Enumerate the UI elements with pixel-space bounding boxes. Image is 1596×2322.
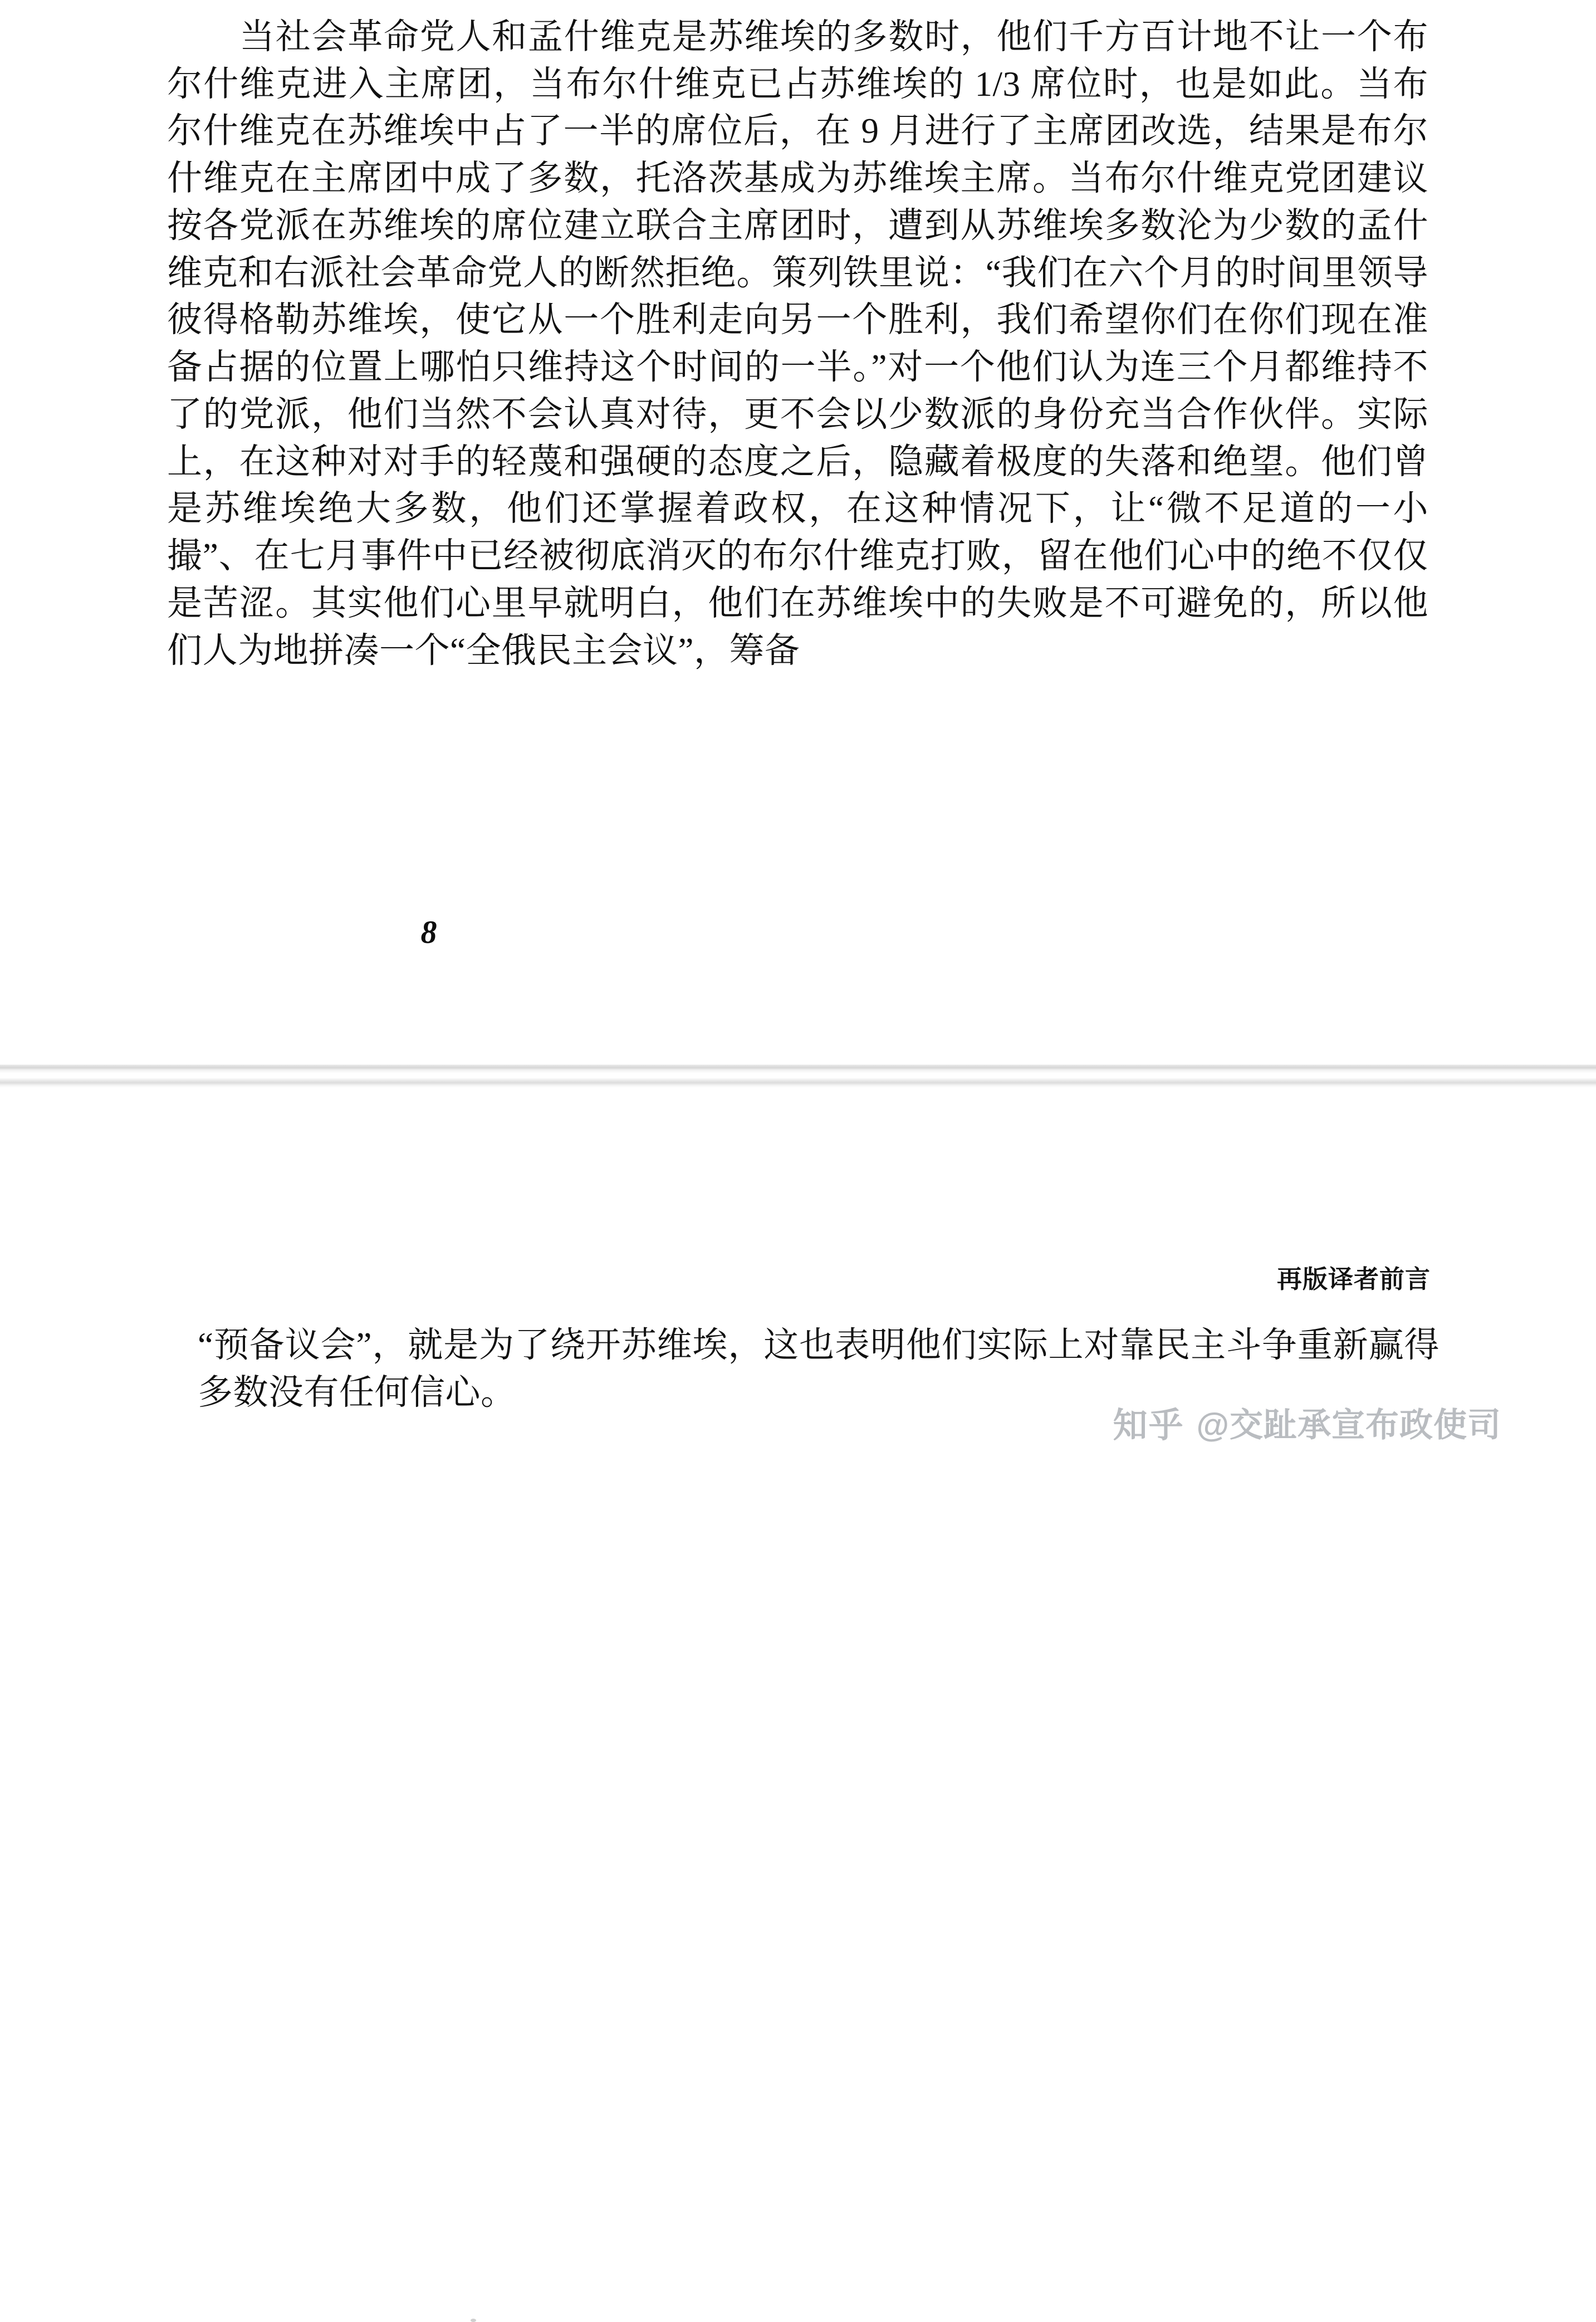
scanned-page-upper bbox=[0, 0, 1596, 1078]
running-head: 再版译者前言 bbox=[1276, 1265, 1431, 1293]
page-body-text bbox=[167, 13, 1428, 674]
watermark bbox=[1113, 1397, 1501, 1447]
page-number: 8 bbox=[420, 914, 437, 950]
watermark-handle: @交趾承宣布政使司 bbox=[1196, 1406, 1501, 1444]
zhihu-logo-text: 知乎 bbox=[1113, 1406, 1184, 1445]
scan-artifact-speck bbox=[471, 2319, 476, 2322]
paragraph-start: “预备议会”，就是为了绕开苏维埃，这也表明他们实际上对靠民主斗争重新赢得多数没有任何信心。 bbox=[198, 1326, 1440, 1412]
page-separator bbox=[0, 1061, 1596, 1088]
paragraph-continuation: 当社会革命党人和孟什维克是苏维埃的多数时，他们千方百计地不让一个布尔什维克进入主席团，当布尔什维克已占苏维埃的 1/3 席位时，也是如此。当布尔什维克在苏维埃中占了一半的席位后，在 9 月进行了主席团改选，结果是布尔什维克在主席团中成了多数，托洛茨基成为苏维埃主席。当布尔什维克党团建议按各党派在苏维埃的席位建立联合主席团时，遭到从苏维埃多数沦为少数的孟什维克和右派社会革命党人的断然拒绝。策列铁里说：“我们在六个月的时间里领导彼得格勒苏维埃，使它从一个胜利走向另一个胜利，我们希望你们在你们现在准备占据的位置上哪怕只维持这个时间的一半。”对一个他们认为连三个月都维持不了的党派，他们当然不会认真对待，更不会以少数派的身份充当合作伙伴。实际上，在这种对对手的轻蔑和强硬的态度之后，隐藏着极度的失落和绝望。他们曾是苏维埃绝大多数，他们还掌握着政权，在这种情况下，让“微不足道的一小撮”、在七月事件中已经被彻底消灭的布尔什维克打败，留在他们心中的绝不仅仅是苦涩。其实他们心里早就明白，他们在苏维埃中的失败是不可避免的，所以他们人为地拼凑一个“全俄民主会议”，筹备 bbox=[167, 17, 1428, 670]
